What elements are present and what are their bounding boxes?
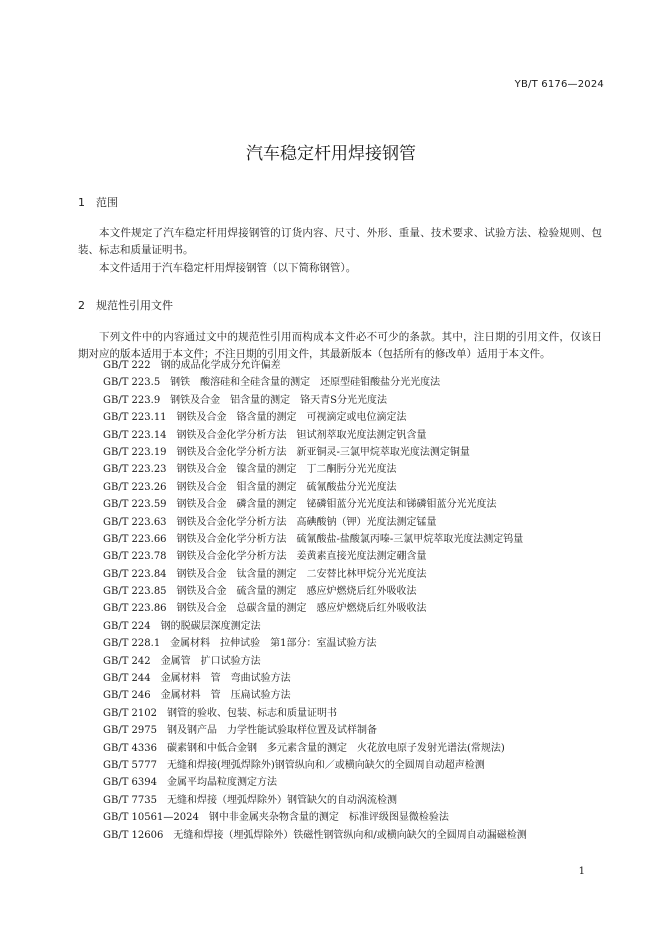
reference-item: GB/T 2102 钢管的验收、包装、标志和质量证明书 (103, 707, 338, 719)
standard-number: YB/T 6176—2024 (514, 79, 604, 90)
reference-item: GB/T 5777 无缝和焊接(埋弧焊除外)钢管纵向和／或横向缺欠的全圆周自动超声检测 (103, 759, 485, 771)
reference-item: GB/T 4336 碳素钢和中低合金钢 多元素含量的测定 火花放电原子发射光谱法(常规法) (103, 742, 505, 754)
reference-item: GB/T 223.26 钢铁及合金 钼含量的测定 硫氰酸盐分光光度法 (103, 481, 397, 493)
reference-item: GB/T 242 金属管 扩口试验方法 (103, 655, 261, 667)
reference-item: GB/T 223.85 钢铁及合金 硫含量的测定 感应炉燃烧后红外吸收法 (103, 586, 417, 598)
scope-paragraph-1: 本文件规定了汽车稳定杆用焊接钢管的订货内容、尺寸、外形、重量、技术要求、试验方法、检验规则、包装、标志和质量证明书。 (78, 227, 602, 256)
reference-item: GB/T 228.1 金属材料 拉伸试验 第1部分：室温试验方法 (103, 638, 377, 650)
reference-item: GB/T 222 钢的成品化学成分允许偏差 (103, 360, 281, 371)
scope-paragraph-2: 本文件适用于汽车稳定杆用焊接钢管（以下简称钢管）。 (99, 262, 357, 274)
reference-item: GB/T 223.63 钢铁及合金化学分析方法 高碘酸钠（钾）光度法测定锰量 (103, 516, 437, 528)
reference-item: GB/T 2975 钢及钢产品 力学性能试验取样位置及试样制备 (103, 725, 378, 737)
reference-item: GB/T 223.78 钢铁及合金化学分析方法 姜黄素直接光度法测定硼含量 (103, 551, 427, 563)
page-number: 1 (578, 866, 585, 877)
reference-item: GB/T 10561—2024 钢中非金属夹杂物含量的测定 标准评级图显微检验法 (103, 812, 449, 824)
reference-item: GB/T 223.9 钢铁及合金 铝含量的测定 铬天青S分光光度法 (103, 394, 388, 406)
reference-item: GB/T 12606 无缝和焊接（埋弧焊除外）铁磁性钢管纵向和/或横向缺欠的全圆周自动漏磁检测 (103, 829, 527, 841)
reference-item: GB/T 7735 无缝和焊接（埋弧焊除外）钢管缺欠的自动涡流检测 (103, 794, 398, 806)
section-1-title: 范围 (96, 196, 118, 209)
reference-item: GB/T 246 金属材料 管 压扁试验方法 (103, 690, 291, 702)
reference-item: GB/T 223.11 钢铁及合金 铬含量的测定 可视滴定或电位滴定法 (103, 412, 407, 424)
reference-item: GB/T 223.84 钢铁及合金 钛含量的测定 二安替比林甲烷分光光度法 (103, 568, 427, 580)
reference-item: GB/T 223.59 钢铁及合金 磷含量的测定 铋磷钼蓝分光光度法和锑磷钼蓝分光光度法 (103, 499, 497, 511)
reference-item: GB/T 6394 金属平均晶粒度测定方法 (103, 777, 278, 789)
reference-item: GB/T 223.86 钢铁及合金 总碳含量的测定 感应炉燃烧后红外吸收法 (103, 603, 427, 615)
reference-item: GB/T 223.23 钢铁及合金 镍含量的测定 丁二酮肟分光光度法 (103, 464, 397, 476)
section-2-title: 规范性引用文件 (96, 299, 173, 312)
section-1-heading (78, 194, 118, 210)
section-1-number: 1 (78, 196, 85, 209)
section-2-heading (78, 297, 173, 313)
reference-item: GB/T 223.5 钢铁 酸溶硅和全硅含量的测定 还原型硅钼酸盐分光光度法 (103, 377, 441, 389)
section-2-number: 2 (78, 299, 85, 312)
reference-list (103, 357, 527, 844)
reference-item: GB/T 223.14 钢铁及合金化学分析方法 钽试剂萃取光度法测定钒含量 (103, 429, 427, 441)
reference-item: GB/T 224 钢的脱碳层深度测定法 (103, 620, 261, 632)
reference-item: GB/T 244 金属材料 管 弯曲试验方法 (103, 673, 291, 685)
references-intro: 下列文件中的内容通过文中的规范性引用而构成本文件必不可少的条款。其中，注日期的引用文件，仅该日期对应的版本适用于本文件；不注日期的引用文件，其最新版本（包括所有的修改单）适用于本文件。 (78, 331, 602, 360)
reference-item: GB/T 223.19 钢铁及合金化学分析方法 新亚铜灵-三氯甲烷萃取光度法测定铜量 (103, 446, 470, 458)
reference-item: GB/T 223.66 钢铁及合金化学分析方法 硫氰酸盐-盐酸氯丙嗪-三氯甲烷萃取光度法测定钨量 (103, 533, 524, 545)
document-title: 汽车稳定杆用焊接钢管 (246, 144, 416, 164)
